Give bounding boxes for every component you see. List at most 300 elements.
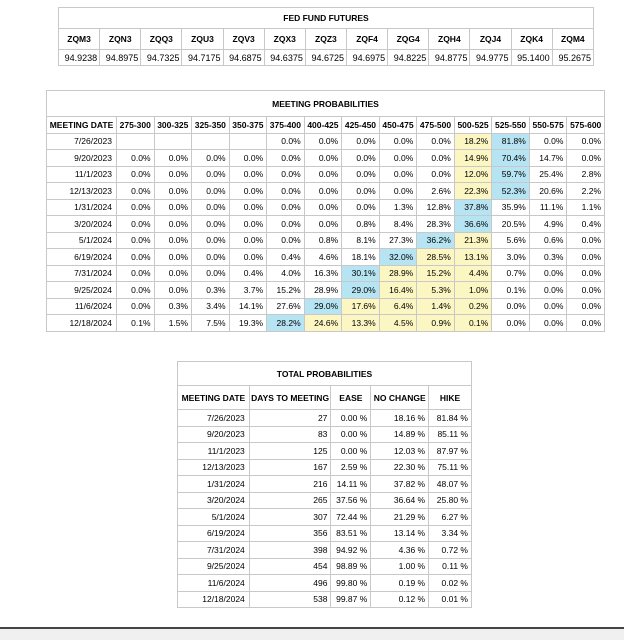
probability-cell: 0.0%: [154, 150, 192, 167]
probability-cell: 0.0%: [117, 150, 155, 167]
futures-price: 94.9775: [470, 50, 511, 66]
probability-cell: 0.0%: [417, 133, 455, 150]
futures-price: 94.6875: [223, 50, 264, 66]
probability-cell: 16.3%: [304, 265, 342, 282]
rate-range-header: 450-475: [379, 117, 417, 134]
totals-cell: 7/31/2024: [178, 542, 250, 559]
probability-cell: 3.4%: [192, 298, 230, 315]
probability-cell: 0.9%: [417, 315, 455, 332]
probability-cell: 0.0%: [154, 282, 192, 299]
probability-cell: 0.3%: [192, 282, 230, 299]
futures-contract: ZQX3: [264, 29, 305, 50]
totals-cell: 85.11 %: [429, 426, 472, 443]
probability-cell: 1.1%: [567, 199, 605, 216]
probability-cell: 0.0%: [267, 232, 305, 249]
table-row: [178, 459, 472, 476]
probability-cell: 36.6%: [454, 216, 492, 233]
totals-cell: 3/20/2024: [178, 492, 250, 509]
probability-cell: 0.0%: [379, 166, 417, 183]
meeting-date: 3/20/2024: [47, 216, 117, 233]
probability-cell: 14.1%: [229, 298, 267, 315]
rate-range-header: 325-350: [192, 117, 230, 134]
totals-cell: 12.03 %: [371, 443, 429, 460]
probability-cell: 37.8%: [454, 199, 492, 216]
probability-cell: 20.5%: [492, 216, 530, 233]
totals-cell: 12/13/2023: [178, 459, 250, 476]
probability-cell: 0.0%: [154, 232, 192, 249]
totals-cell: 0.11 %: [429, 558, 472, 575]
totals-cell: 13.14 %: [371, 525, 429, 542]
table-row: [178, 443, 472, 460]
table-row: [47, 183, 605, 200]
futures-contract: ZQM4: [552, 29, 593, 50]
futures-contract: ZQJ4: [470, 29, 511, 50]
futures-contract: ZQU3: [182, 29, 223, 50]
probability-cell: 0.0%: [154, 216, 192, 233]
totals-cell: 7/26/2023: [178, 410, 250, 427]
totals-cell: 9/20/2023: [178, 426, 250, 443]
probability-cell: 4.0%: [267, 265, 305, 282]
probability-cell: 0.0%: [192, 166, 230, 183]
probability-cell: 0.0%: [342, 133, 380, 150]
futures-price: 94.6725: [305, 50, 346, 66]
probability-cell: 0.0%: [117, 183, 155, 200]
probability-cell: 0.0%: [304, 199, 342, 216]
futures-contract: ZQV3: [223, 29, 264, 50]
probability-cell: 0.0%: [267, 150, 305, 167]
probability-cell: 0.0%: [304, 166, 342, 183]
table-row: [47, 133, 605, 150]
probability-cell: 0.0%: [192, 216, 230, 233]
probability-cell: 1.3%: [379, 199, 417, 216]
totals-cell: 6/19/2024: [178, 525, 250, 542]
table-row: [47, 315, 605, 332]
probability-cell: 0.0%: [304, 183, 342, 200]
probability-cell: 21.3%: [454, 232, 492, 249]
totals-cell: 75.11 %: [429, 459, 472, 476]
probability-cell: 5.6%: [492, 232, 530, 249]
probability-cell: 0.0%: [567, 232, 605, 249]
probability-cell: 32.0%: [379, 249, 417, 266]
probability-cell: 0.1%: [454, 315, 492, 332]
totals-cell: 3.34 %: [429, 525, 472, 542]
meeting-date: 9/20/2023: [47, 150, 117, 167]
meeting-date: 9/25/2024: [47, 282, 117, 299]
probability-cell: 0.0%: [229, 150, 267, 167]
probability-cell: 0.0%: [342, 166, 380, 183]
totals-cell: 0.00 %: [331, 443, 371, 460]
futures-price: 94.8975: [100, 50, 141, 66]
probability-cell: 0.0%: [154, 265, 192, 282]
probability-cell: 0.0%: [117, 216, 155, 233]
probability-cell: 0.4%: [567, 216, 605, 233]
probability-cell: 27.6%: [267, 298, 305, 315]
probability-cell: 0.0%: [229, 166, 267, 183]
totals-cell: 98.89 %: [331, 558, 371, 575]
probability-cell: 0.0%: [192, 265, 230, 282]
probability-cell: 0.1%: [117, 315, 155, 332]
meeting-date: 5/1/2024: [47, 232, 117, 249]
meeting-date: 12/13/2023: [47, 183, 117, 200]
probability-cell: 12.8%: [417, 199, 455, 216]
probability-cell: [154, 133, 192, 150]
probability-cell: 16.4%: [379, 282, 417, 299]
probability-cell: 0.0%: [567, 249, 605, 266]
totals-cell: 4.36 %: [371, 542, 429, 559]
rate-range-header: 475-500: [417, 117, 455, 134]
probability-cell: 0.0%: [417, 150, 455, 167]
table-row: [47, 265, 605, 282]
totals-cell: 12/18/2024: [178, 591, 250, 608]
probability-cell: 0.0%: [529, 133, 567, 150]
total-probabilities-table: [177, 361, 472, 608]
probability-cell: 12.0%: [454, 166, 492, 183]
totals-cell: 216: [249, 476, 331, 493]
probability-cell: 0.0%: [192, 249, 230, 266]
probability-cell: 8.4%: [379, 216, 417, 233]
totals-cell: 81.84 %: [429, 410, 472, 427]
probability-cell: 19.3%: [229, 315, 267, 332]
probability-cell: 4.5%: [379, 315, 417, 332]
futures-title: FED FUND FUTURES: [59, 8, 594, 29]
futures-price: 95.1400: [511, 50, 552, 66]
futures-contract: ZQG4: [388, 29, 429, 50]
probability-cell: 6.4%: [379, 298, 417, 315]
probability-cell: 0.0%: [267, 199, 305, 216]
probability-cell: 25.4%: [529, 166, 567, 183]
probability-cell: 0.0%: [529, 298, 567, 315]
probability-cell: 4.9%: [529, 216, 567, 233]
totals-column-header: DAYS TO MEETING: [249, 386, 331, 410]
probability-cell: 15.2%: [267, 282, 305, 299]
rate-range-header: 575-600: [567, 117, 605, 134]
table-row: [47, 166, 605, 183]
totals-cell: 265: [249, 492, 331, 509]
probability-cell: [229, 133, 267, 150]
totals-cell: 0.12 %: [371, 591, 429, 608]
totals-cell: 94.92 %: [331, 542, 371, 559]
probability-cell: 0.0%: [529, 315, 567, 332]
probability-cell: 0.0%: [567, 265, 605, 282]
futures-price: 94.9238: [59, 50, 100, 66]
table-row: [178, 558, 472, 575]
probability-cell: 30.1%: [342, 265, 380, 282]
probability-cell: 18.1%: [342, 249, 380, 266]
meeting-date: 11/6/2024: [47, 298, 117, 315]
probability-cell: 0.8%: [342, 216, 380, 233]
probability-cell: 0.0%: [567, 150, 605, 167]
futures-contract-row: [59, 29, 594, 50]
meeting-probabilities-table: [46, 90, 605, 332]
probability-cell: 0.0%: [192, 199, 230, 216]
totals-cell: 167: [249, 459, 331, 476]
totals-header-row: [178, 386, 472, 410]
probability-cell: 20.6%: [529, 183, 567, 200]
probability-cell: 0.0%: [229, 216, 267, 233]
probability-cell: 0.0%: [529, 265, 567, 282]
probability-cell: 0.0%: [567, 315, 605, 332]
rate-range-header: 525-550: [492, 117, 530, 134]
probability-cell: 0.0%: [267, 183, 305, 200]
totals-cell: 37.82 %: [371, 476, 429, 493]
probability-cell: 0.0%: [379, 183, 417, 200]
meeting-date: 7/31/2024: [47, 265, 117, 282]
probability-cell: 14.7%: [529, 150, 567, 167]
probability-cell: 0.0%: [304, 216, 342, 233]
totals-cell: 14.89 %: [371, 426, 429, 443]
totals-column-header: MEETING DATE: [178, 386, 250, 410]
table-row: [178, 410, 472, 427]
table-row: [178, 575, 472, 592]
probability-cell: 59.7%: [492, 166, 530, 183]
probability-cell: 1.4%: [417, 298, 455, 315]
probability-cell: 0.0%: [567, 133, 605, 150]
totals-cell: 11/1/2023: [178, 443, 250, 460]
totals-cell: 2.59 %: [331, 459, 371, 476]
totals-cell: 0.00 %: [331, 426, 371, 443]
totals-cell: 356: [249, 525, 331, 542]
totals-cell: 18.16 %: [371, 410, 429, 427]
probability-cell: 5.3%: [417, 282, 455, 299]
probability-cell: 28.2%: [267, 315, 305, 332]
futures-price: 94.6975: [346, 50, 387, 66]
table-row: [47, 232, 605, 249]
rate-range-header: 425-450: [342, 117, 380, 134]
probability-cell: 0.0%: [529, 282, 567, 299]
probability-cell: 0.0%: [267, 166, 305, 183]
futures-price: 94.7325: [141, 50, 182, 66]
table-row: [178, 509, 472, 526]
probability-cell: 4.4%: [454, 265, 492, 282]
rate-range-header: 275-300: [117, 117, 155, 134]
probability-cell: 0.0%: [417, 166, 455, 183]
rate-range-header: 550-575: [529, 117, 567, 134]
totals-cell: 99.80 %: [331, 575, 371, 592]
meeting-date: 11/1/2023: [47, 166, 117, 183]
probability-cell: 2.6%: [417, 183, 455, 200]
probability-cell: 0.0%: [267, 216, 305, 233]
probability-cell: 8.1%: [342, 232, 380, 249]
totals-column-header: HIKE: [429, 386, 472, 410]
rate-range-header: 300-325: [154, 117, 192, 134]
totals-cell: 307: [249, 509, 331, 526]
table-row: [178, 542, 472, 559]
probability-cell: 0.0%: [117, 199, 155, 216]
totals-cell: 0.00 %: [331, 410, 371, 427]
meeting-title: MEETING PROBABILITIES: [47, 91, 605, 117]
probability-cell: 2.2%: [567, 183, 605, 200]
totals-cell: 87.97 %: [429, 443, 472, 460]
totals-column-header: EASE: [331, 386, 371, 410]
probability-cell: 0.0%: [117, 265, 155, 282]
totals-cell: 37.56 %: [331, 492, 371, 509]
totals-cell: 398: [249, 542, 331, 559]
probability-cell: 28.9%: [304, 282, 342, 299]
table-row: [178, 525, 472, 542]
probability-cell: 0.0%: [229, 199, 267, 216]
probability-cell: 2.8%: [567, 166, 605, 183]
probability-cell: 35.9%: [492, 199, 530, 216]
table-row: [178, 426, 472, 443]
totals-cell: 496: [249, 575, 331, 592]
probability-cell: 28.3%: [417, 216, 455, 233]
probability-cell: 0.0%: [117, 166, 155, 183]
probability-cell: [192, 133, 230, 150]
probability-cell: 0.3%: [154, 298, 192, 315]
totals-cell: 27: [249, 410, 331, 427]
bottom-bar: [0, 629, 624, 640]
probability-cell: 0.2%: [454, 298, 492, 315]
probability-cell: 28.5%: [417, 249, 455, 266]
futures-contract: ZQZ3: [305, 29, 346, 50]
table-row: [47, 199, 605, 216]
probability-cell: 0.0%: [192, 232, 230, 249]
futures-contract: ZQF4: [346, 29, 387, 50]
totals-cell: 6.27 %: [429, 509, 472, 526]
futures-price: 95.2675: [552, 50, 593, 66]
totals-title: TOTAL PROBABILITIES: [178, 362, 472, 386]
probability-cell: 0.0%: [567, 298, 605, 315]
meeting-date: 12/18/2024: [47, 315, 117, 332]
futures-price: 94.8225: [388, 50, 429, 66]
probability-cell: 0.0%: [492, 298, 530, 315]
rate-range-header: 400-425: [304, 117, 342, 134]
probability-cell: 0.8%: [304, 232, 342, 249]
table-row: [47, 282, 605, 299]
probability-cell: 18.2%: [454, 133, 492, 150]
table-row: [47, 216, 605, 233]
table-row: [178, 476, 472, 493]
probability-cell: 52.3%: [492, 183, 530, 200]
probability-cell: 0.6%: [529, 232, 567, 249]
totals-column-header: NO CHANGE: [371, 386, 429, 410]
probability-cell: 0.0%: [379, 133, 417, 150]
probability-cell: 0.0%: [304, 150, 342, 167]
table-row: [178, 591, 472, 608]
futures-contract: ZQH4: [429, 29, 470, 50]
probability-cell: 14.9%: [454, 150, 492, 167]
probability-cell: 13.1%: [454, 249, 492, 266]
probability-cell: 0.1%: [492, 282, 530, 299]
rate-range-header: 375-400: [267, 117, 305, 134]
meeting-date: 7/26/2023: [47, 133, 117, 150]
probability-cell: 0.0%: [117, 249, 155, 266]
probability-cell: 27.3%: [379, 232, 417, 249]
probability-cell: 0.0%: [342, 183, 380, 200]
futures-price: 94.7175: [182, 50, 223, 66]
totals-cell: 454: [249, 558, 331, 575]
fed-fund-futures-table: [58, 7, 594, 66]
totals-cell: 21.29 %: [371, 509, 429, 526]
totals-cell: 72.44 %: [331, 509, 371, 526]
meeting-header-row: [47, 117, 605, 134]
probability-cell: 0.0%: [154, 183, 192, 200]
probability-cell: 0.0%: [492, 315, 530, 332]
probability-cell: 0.0%: [154, 199, 192, 216]
probability-cell: 0.0%: [192, 183, 230, 200]
totals-cell: 0.01 %: [429, 591, 472, 608]
totals-cell: 25.80 %: [429, 492, 472, 509]
probability-cell: 17.6%: [342, 298, 380, 315]
futures-contract: ZQM3: [59, 29, 100, 50]
probability-cell: [117, 133, 155, 150]
probability-cell: 0.0%: [154, 166, 192, 183]
futures-contract: ZQN3: [100, 29, 141, 50]
probability-cell: 22.3%: [454, 183, 492, 200]
totals-cell: 0.19 %: [371, 575, 429, 592]
futures-price: 94.6375: [264, 50, 305, 66]
table-row: [47, 150, 605, 167]
probability-cell: 0.3%: [529, 249, 567, 266]
totals-cell: 0.02 %: [429, 575, 472, 592]
probability-cell: 0.0%: [342, 199, 380, 216]
totals-cell: 11/6/2024: [178, 575, 250, 592]
totals-cell: 1.00 %: [371, 558, 429, 575]
futures-price-row: [59, 50, 594, 66]
probability-cell: 0.0%: [342, 150, 380, 167]
probability-cell: 81.8%: [492, 133, 530, 150]
probability-cell: 0.0%: [229, 183, 267, 200]
probability-cell: 0.0%: [229, 232, 267, 249]
probability-cell: 11.1%: [529, 199, 567, 216]
totals-cell: 9/25/2024: [178, 558, 250, 575]
totals-cell: 99.87 %: [331, 591, 371, 608]
table-row: [178, 492, 472, 509]
probability-cell: 15.2%: [417, 265, 455, 282]
meeting-date: 1/31/2024: [47, 199, 117, 216]
rate-range-header: 350-375: [229, 117, 267, 134]
totals-cell: 48.07 %: [429, 476, 472, 493]
probability-cell: 0.0%: [117, 232, 155, 249]
probability-cell: 4.6%: [304, 249, 342, 266]
probability-cell: 0.0%: [117, 282, 155, 299]
probability-cell: 70.4%: [492, 150, 530, 167]
probability-cell: 29.0%: [304, 298, 342, 315]
totals-cell: 22.30 %: [371, 459, 429, 476]
probability-cell: 0.7%: [492, 265, 530, 282]
probability-cell: 3.0%: [492, 249, 530, 266]
probability-cell: 0.0%: [304, 133, 342, 150]
probability-cell: 28.9%: [379, 265, 417, 282]
totals-cell: 5/1/2024: [178, 509, 250, 526]
probability-cell: 0.0%: [117, 298, 155, 315]
probability-cell: 13.3%: [342, 315, 380, 332]
probability-cell: 7.5%: [192, 315, 230, 332]
probability-cell: 0.0%: [267, 133, 305, 150]
totals-cell: 0.72 %: [429, 542, 472, 559]
probability-cell: 0.0%: [229, 249, 267, 266]
totals-cell: 538: [249, 591, 331, 608]
totals-cell: 14.11 %: [331, 476, 371, 493]
table-row: [47, 249, 605, 266]
totals-cell: 1/31/2024: [178, 476, 250, 493]
probability-cell: 0.4%: [229, 265, 267, 282]
totals-cell: 83: [249, 426, 331, 443]
probability-cell: 1.0%: [454, 282, 492, 299]
probability-cell: 0.0%: [154, 249, 192, 266]
totals-cell: 125: [249, 443, 331, 460]
totals-cell: 83.51 %: [331, 525, 371, 542]
futures-price: 94.8775: [429, 50, 470, 66]
probability-cell: 0.4%: [267, 249, 305, 266]
probability-cell: 29.0%: [342, 282, 380, 299]
probability-cell: 0.0%: [567, 282, 605, 299]
table-row: [47, 298, 605, 315]
probability-cell: 0.0%: [192, 150, 230, 167]
rate-range-header: 500-525: [454, 117, 492, 134]
totals-cell: 36.64 %: [371, 492, 429, 509]
probability-cell: 24.6%: [304, 315, 342, 332]
